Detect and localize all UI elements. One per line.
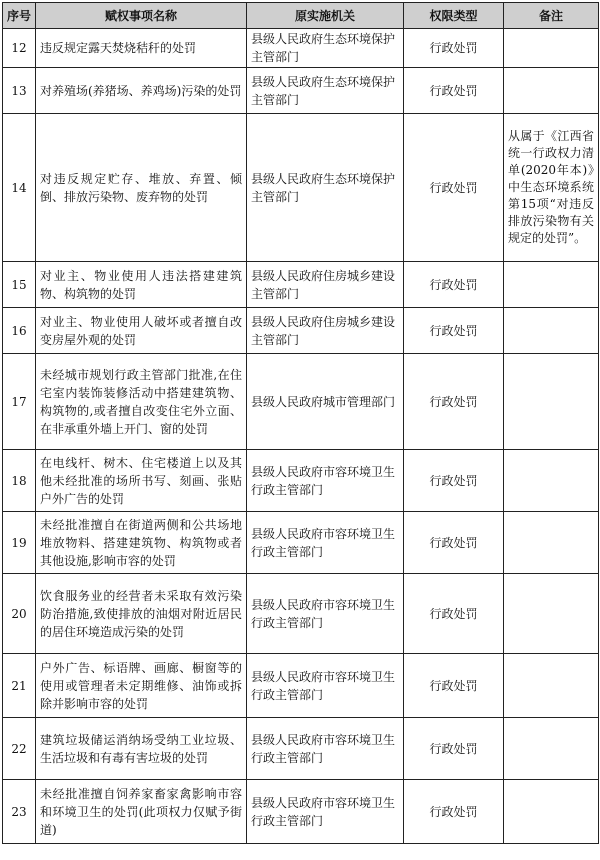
remark bbox=[504, 718, 599, 780]
remark bbox=[504, 780, 599, 844]
power-type: 行政处罚 bbox=[404, 114, 504, 262]
original-agency: 县级人民政府市容环境卫生行政主管部门 bbox=[247, 654, 404, 718]
remark bbox=[504, 654, 599, 718]
table-row bbox=[3, 29, 599, 68]
table-body bbox=[3, 29, 599, 844]
remark bbox=[504, 262, 599, 308]
original-agency: 县级人民政府生态环境保护主管部门 bbox=[247, 29, 404, 68]
remark bbox=[504, 574, 599, 654]
item-name: 在电线杆、树木、住宅楼道上以及其他未经批准的场所书写、刻画、张贴户外广告的处罚 bbox=[36, 450, 247, 512]
table-row bbox=[3, 574, 599, 654]
row-number: 17 bbox=[3, 354, 36, 450]
header-agency: 原实施机关 bbox=[247, 3, 404, 29]
item-name: 对违反规定贮存、堆放、弃置、倾倒、排放污染物、废弃物的处罚 bbox=[36, 114, 247, 262]
original-agency: 县级人民政府市容环境卫生行政主管部门 bbox=[247, 780, 404, 844]
remark bbox=[504, 29, 599, 68]
item-name: 对养殖场(养猪场、养鸡场)污染的处罚 bbox=[36, 68, 247, 114]
item-name: 未经批准擅自饲养家畜家禽影响市容和环境卫生的处罚(此项权力仅赋予街道) bbox=[36, 780, 247, 844]
original-agency: 县级人民政府住房城乡建设主管部门 bbox=[247, 262, 404, 308]
item-name: 对业主、物业使用人破坏或者擅自改变房屋外观的处罚 bbox=[36, 308, 247, 354]
row-number: 20 bbox=[3, 574, 36, 654]
header-row bbox=[3, 3, 599, 29]
original-agency: 县级人民政府住房城乡建设主管部门 bbox=[247, 308, 404, 354]
power-type: 行政处罚 bbox=[404, 308, 504, 354]
row-number: 19 bbox=[3, 512, 36, 574]
remark bbox=[504, 308, 599, 354]
table-row bbox=[3, 114, 599, 262]
original-agency: 县级人民政府市容环境卫生行政主管部门 bbox=[247, 718, 404, 780]
header-note: 备注 bbox=[504, 3, 599, 29]
power-type: 行政处罚 bbox=[404, 654, 504, 718]
item-name: 建筑垃圾储运消纳场受纳工业垃圾、生活垃圾和有毒有害垃圾的处罚 bbox=[36, 718, 247, 780]
table-row bbox=[3, 68, 599, 114]
power-type: 行政处罚 bbox=[404, 29, 504, 68]
item-name: 饮食服务业的经营者未采取有效污染防治措施,致使排放的油烟对附近居民的居住环境造成污染的处罚 bbox=[36, 574, 247, 654]
table-row bbox=[3, 450, 599, 512]
original-agency: 县级人民政府城市管理部门 bbox=[247, 354, 404, 450]
header-name: 赋权事项名称 bbox=[36, 3, 247, 29]
power-type: 行政处罚 bbox=[404, 512, 504, 574]
header-type: 权限类型 bbox=[404, 3, 504, 29]
table-row bbox=[3, 512, 599, 574]
power-type: 行政处罚 bbox=[404, 718, 504, 780]
row-number: 12 bbox=[3, 29, 36, 68]
row-number: 14 bbox=[3, 114, 36, 262]
row-number: 15 bbox=[3, 262, 36, 308]
power-type: 行政处罚 bbox=[404, 354, 504, 450]
row-number: 23 bbox=[3, 780, 36, 844]
remark bbox=[504, 354, 599, 450]
remark bbox=[504, 512, 599, 574]
power-type: 行政处罚 bbox=[404, 262, 504, 308]
power-type: 行政处罚 bbox=[404, 68, 504, 114]
remark bbox=[504, 68, 599, 114]
power-type: 行政处罚 bbox=[404, 450, 504, 512]
original-agency: 县级人民政府市容环境卫生行政主管部门 bbox=[247, 450, 404, 512]
header-seq: 序号 bbox=[3, 3, 36, 29]
original-agency: 县级人民政府生态环境保护主管部门 bbox=[247, 68, 404, 114]
original-agency: 县级人民政府市容环境卫生行政主管部门 bbox=[247, 574, 404, 654]
remark: 从属于《江西省统一行政权力清单(2020年本)》中生态环境系统第15项“对违反排放污染物有关规定的处罚”。 bbox=[504, 114, 599, 262]
item-name: 未经城市规划行政主管部门批准,在住宅室内装饰装修活动中搭建建筑物、构筑物的,或者擅自改变住宅外立面、在非承重外墙上开门、窗的处罚 bbox=[36, 354, 247, 450]
item-name: 对业主、物业使用人违法搭建建筑物、构筑物的处罚 bbox=[36, 262, 247, 308]
powers-table bbox=[2, 2, 599, 844]
row-number: 21 bbox=[3, 654, 36, 718]
power-type: 行政处罚 bbox=[404, 574, 504, 654]
table-row bbox=[3, 354, 599, 450]
row-number: 22 bbox=[3, 718, 36, 780]
row-number: 13 bbox=[3, 68, 36, 114]
row-number: 18 bbox=[3, 450, 36, 512]
original-agency: 县级人民政府市容环境卫生行政主管部门 bbox=[247, 512, 404, 574]
item-name: 违反规定露天焚烧秸秆的处罚 bbox=[36, 29, 247, 68]
power-type: 行政处罚 bbox=[404, 780, 504, 844]
row-number: 16 bbox=[3, 308, 36, 354]
original-agency: 县级人民政府生态环境保护主管部门 bbox=[247, 114, 404, 262]
table-row bbox=[3, 780, 599, 844]
item-name: 户外广告、标语牌、画廊、橱窗等的使用或管理者未定期维修、油饰或拆除并影响市容的处罚 bbox=[36, 654, 247, 718]
table-row bbox=[3, 718, 599, 780]
table-row bbox=[3, 654, 599, 718]
table-row bbox=[3, 308, 599, 354]
remark bbox=[504, 450, 599, 512]
table-row bbox=[3, 262, 599, 308]
item-name: 未经批准擅自在街道两侧和公共场地堆放物料、搭建建筑物、构筑物或者其他设施,影响市容的处罚 bbox=[36, 512, 247, 574]
